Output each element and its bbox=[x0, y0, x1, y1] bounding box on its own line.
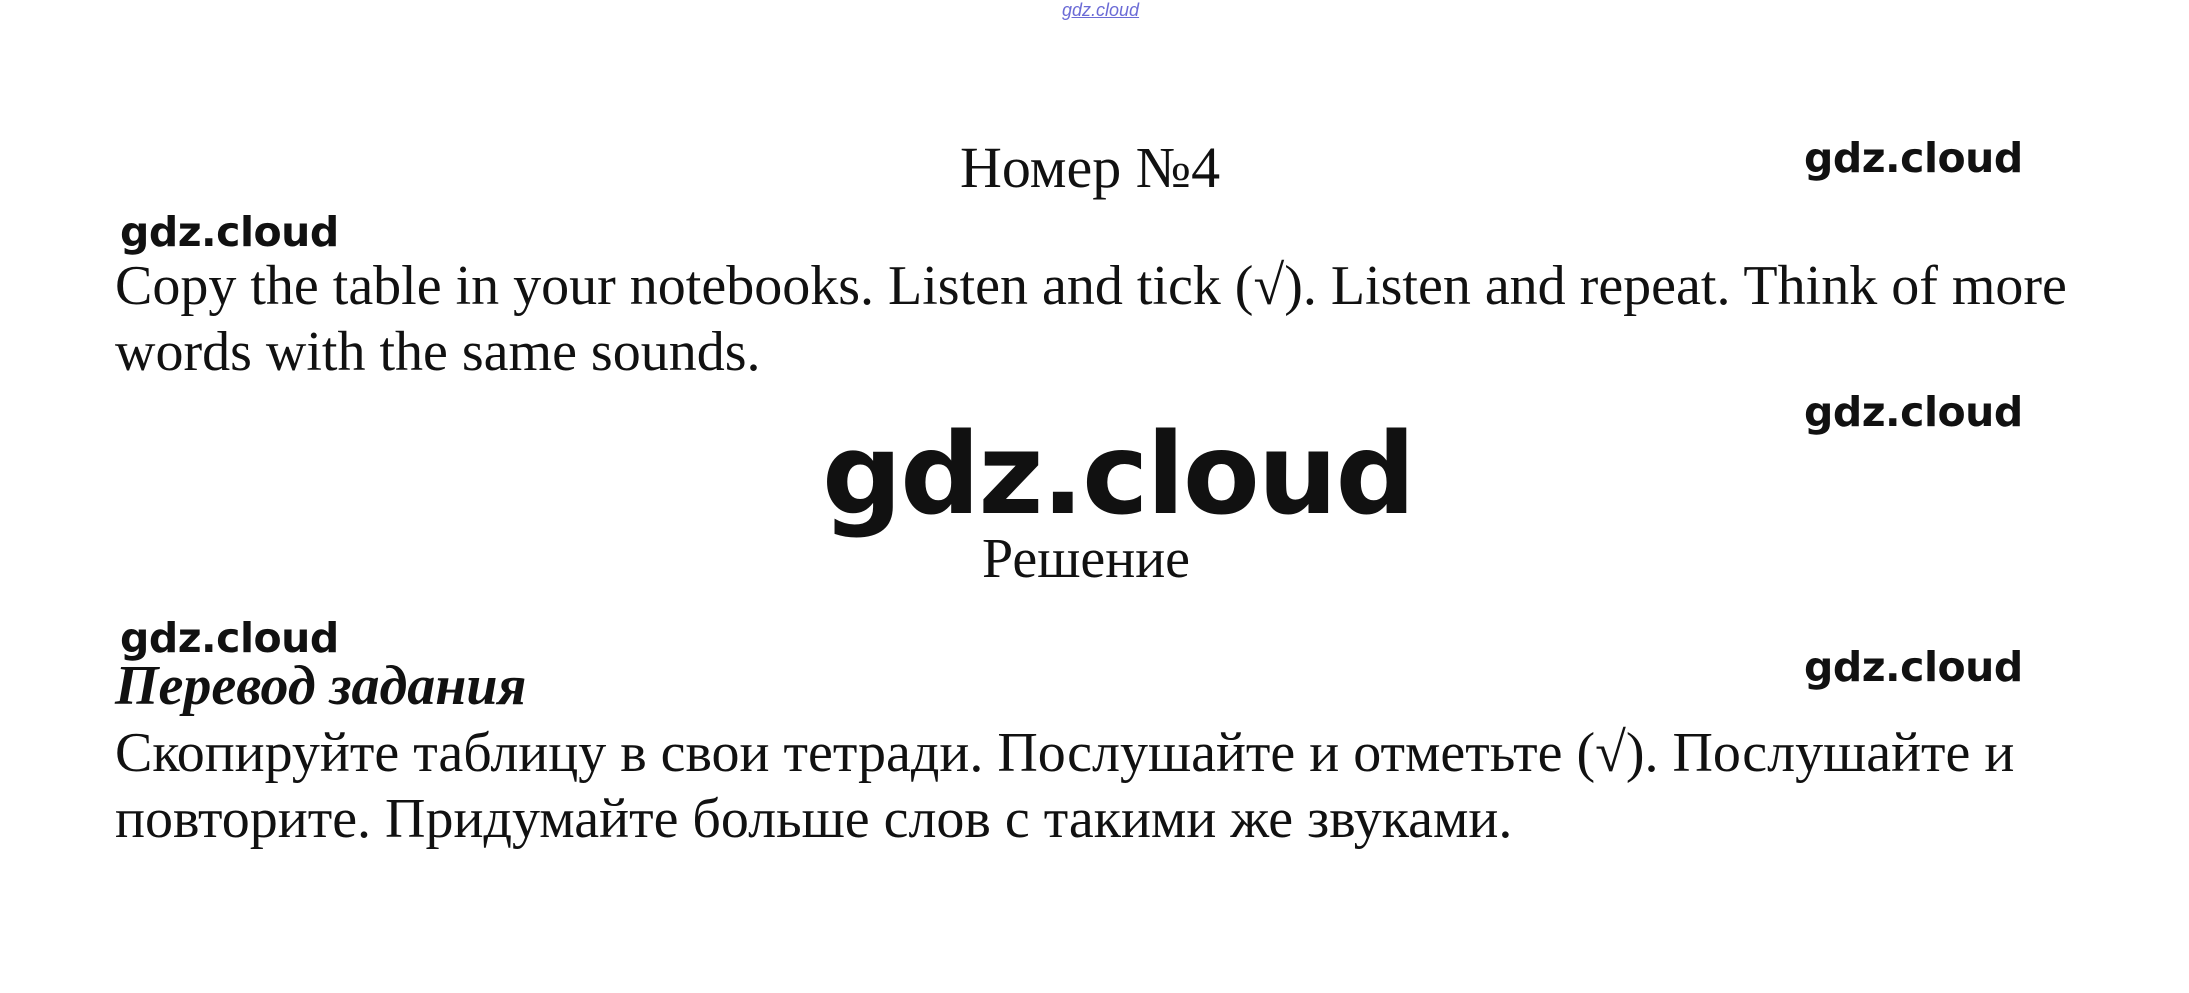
watermark-right-3: gdz.cloud bbox=[1804, 643, 2023, 691]
task-number-title: Номер №4 bbox=[960, 135, 1221, 200]
task-text-english: Copy the table in your notebooks. Listen and tick (√). Listen and repeat. Think of more words with the same sounds. bbox=[115, 255, 2067, 383]
solution-label: Решение bbox=[982, 528, 1191, 590]
watermark-left-2: gdz.cloud bbox=[120, 614, 339, 662]
translation-heading: Перевод задания bbox=[115, 655, 527, 717]
watermark-left-1: gdz.cloud bbox=[120, 208, 339, 256]
task-text-russian: Скопируйте таблицу в свои тетради. Послушайте и отметьте (√). Послушайте и повторите. Придумайте больше слов с такими же звуками. bbox=[115, 722, 2015, 850]
watermark-right-2: gdz.cloud bbox=[1804, 388, 2023, 436]
watermark-right-1: gdz.cloud bbox=[1804, 134, 2023, 182]
big-watermark: gdz.cloud bbox=[822, 410, 1414, 540]
top-watermark-link[interactable]: gdz.cloud bbox=[1062, 0, 1140, 20]
